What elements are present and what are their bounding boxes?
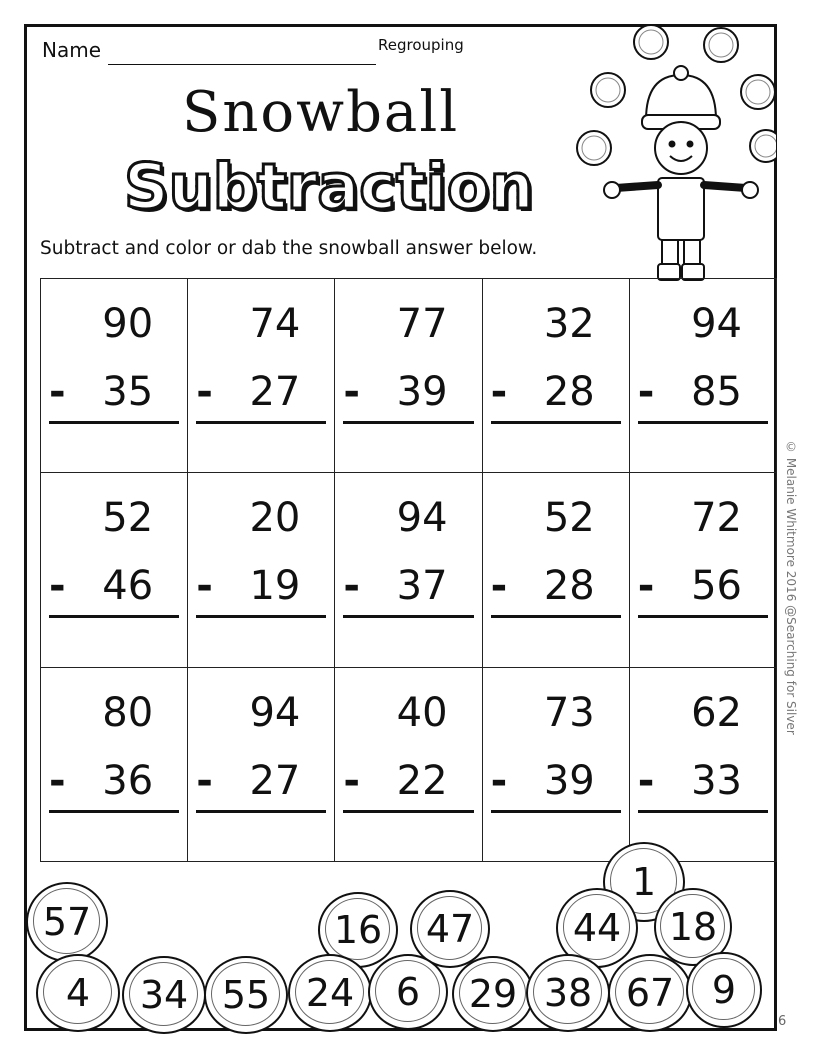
- problem-cell[interactable]: [482, 279, 629, 473]
- snowball-number: 34: [139, 973, 189, 1017]
- snowball-number: 55: [221, 973, 271, 1017]
- answer-line: [49, 563, 179, 618]
- answer-line: [49, 758, 179, 813]
- minuend: 74: [249, 301, 301, 347]
- problem-cell[interactable]: [41, 667, 188, 861]
- minus-sign: -: [343, 563, 360, 610]
- minus-sign: -: [490, 369, 508, 415]
- snowball-answer[interactable]: [368, 954, 448, 1030]
- problem-cell[interactable]: [188, 279, 335, 473]
- subtrahend: 27: [249, 757, 301, 804]
- snowball-number: 6: [395, 970, 421, 1014]
- subtrahend: 85: [691, 369, 742, 415]
- subtrahend: 27: [249, 369, 301, 415]
- snowball-answer[interactable]: [36, 954, 120, 1032]
- snowball-answer[interactable]: [608, 954, 692, 1032]
- juggling-kid-icon: [576, 20, 776, 290]
- minus-sign: -: [49, 757, 66, 804]
- subtrahend: 28: [543, 369, 595, 415]
- title-line-1: Snowball: [182, 80, 460, 145]
- minus-sign: -: [49, 369, 66, 415]
- snowball-number: 16: [333, 908, 383, 952]
- problem-cell[interactable]: [335, 667, 482, 861]
- minuend: 94: [691, 301, 742, 347]
- problem-cell[interactable]: [335, 279, 482, 473]
- snowball-number: 9: [711, 968, 737, 1012]
- minus-sign: -: [196, 369, 213, 415]
- problem-cell[interactable]: [41, 279, 188, 473]
- problem-cell[interactable]: [188, 473, 335, 667]
- snowball-number: 38: [543, 971, 593, 1015]
- snowball-answer[interactable]: [686, 952, 762, 1028]
- minuend: 20: [249, 495, 301, 542]
- minuend: 62: [691, 689, 742, 736]
- answer-line: [638, 563, 768, 618]
- minus-sign: -: [343, 757, 360, 804]
- minus-sign: -: [196, 563, 213, 610]
- problem-cell[interactable]: [188, 667, 335, 861]
- minuend: 52: [543, 495, 595, 542]
- problem-cell[interactable]: [629, 473, 776, 667]
- problem-cell[interactable]: [629, 279, 776, 473]
- snowball-number: 4: [65, 971, 91, 1015]
- minuend: 72: [691, 495, 742, 542]
- answer-line: [638, 369, 768, 424]
- answer-line: [343, 563, 473, 618]
- snowball-answer[interactable]: [122, 956, 206, 1034]
- answer-line: [491, 369, 621, 424]
- snowball-number: 18: [668, 905, 718, 949]
- answer-line: [343, 369, 473, 424]
- minus-sign: -: [490, 563, 508, 610]
- snowball-number: 44: [572, 906, 622, 950]
- minuend: 94: [249, 689, 301, 736]
- minuend: 52: [102, 495, 154, 542]
- minuend: 73: [543, 689, 595, 736]
- subtrahend: 28: [543, 563, 595, 610]
- problem-cell[interactable]: [629, 667, 776, 861]
- minuend: 94: [396, 495, 448, 542]
- minus-sign: -: [49, 563, 66, 610]
- answer-line: [343, 758, 473, 813]
- snowball-answer[interactable]: [288, 954, 372, 1032]
- answer-line: [196, 758, 326, 813]
- answer-line: [491, 563, 621, 618]
- snowball-number: 1: [631, 860, 657, 904]
- answer-line: [491, 758, 621, 813]
- page-number: 6: [778, 1014, 787, 1029]
- subtrahend: 36: [102, 757, 154, 804]
- answer-line: [49, 369, 179, 424]
- subtrahend: 19: [249, 563, 301, 610]
- minus-sign: -: [490, 757, 508, 804]
- minuend: 80: [102, 689, 154, 736]
- minus-sign: -: [637, 563, 655, 610]
- snowball-number: 67: [625, 971, 675, 1015]
- minus-sign: -: [196, 757, 213, 804]
- subtrahend: 22: [396, 757, 448, 804]
- answer-line: [638, 758, 768, 813]
- snowball-answer[interactable]: [452, 956, 534, 1032]
- snowball-number: 29: [468, 972, 518, 1016]
- snowball-number: 24: [305, 971, 355, 1015]
- problem-grid: [40, 278, 777, 862]
- subtrahend: 39: [543, 757, 595, 804]
- minuend: 90: [102, 301, 154, 347]
- title-line-2: Subtraction: [124, 150, 534, 223]
- minuend: 40: [396, 689, 448, 736]
- problem-cell[interactable]: [482, 473, 629, 667]
- topic-label: Regrouping: [378, 36, 464, 54]
- copyright-note: © Melanie Whitmore 2016 @Searching for Silver: [784, 440, 798, 735]
- minuend: 32: [543, 301, 595, 347]
- answer-line: [196, 369, 326, 424]
- problem-cell[interactable]: [335, 473, 482, 667]
- minus-sign: -: [343, 369, 360, 415]
- minus-sign: -: [637, 369, 655, 415]
- snowball-answer[interactable]: [26, 882, 108, 962]
- subtrahend: 46: [102, 563, 154, 610]
- snowball-number: 47: [425, 907, 475, 951]
- snowball-answer[interactable]: [204, 956, 288, 1034]
- name-label: Name: [42, 38, 102, 62]
- subtrahend: 33: [691, 757, 742, 804]
- minus-sign: -: [637, 757, 655, 804]
- problem-cell[interactable]: [482, 667, 629, 861]
- subtrahend: 39: [396, 369, 448, 415]
- name-input-line[interactable]: [108, 64, 376, 65]
- subtrahend: 35: [102, 369, 154, 415]
- instructions: Subtract and color or dab the snowball answer below.: [40, 238, 538, 259]
- answer-line: [196, 563, 326, 618]
- problem-cell[interactable]: [41, 473, 188, 667]
- minuend: 77: [396, 301, 448, 347]
- snowball-number: 57: [42, 900, 92, 944]
- subtrahend: 56: [691, 563, 742, 610]
- subtrahend: 37: [396, 563, 448, 610]
- snowball-answer[interactable]: [526, 954, 610, 1032]
